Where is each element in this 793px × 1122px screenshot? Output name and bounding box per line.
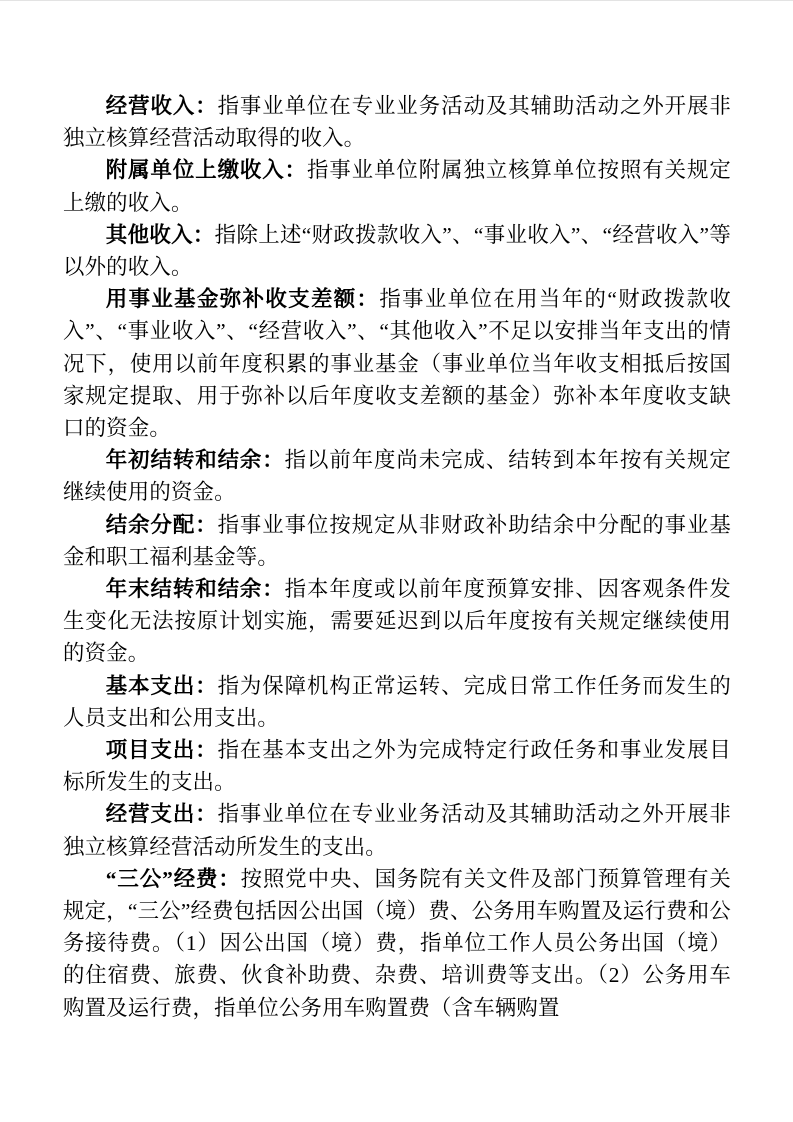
definition-text: 指除上述“财政拨款收入”、“事业收入”、“经营收入”等以外的收入。 <box>63 222 731 280</box>
term-label: 附属单位上缴收入： <box>105 158 307 183</box>
definition-paragraph <box>63 734 731 798</box>
definition-text: 指事业单位在专业业务活动及其辅助活动之外开展非独立核算经营活动所发生的支出。 <box>63 802 731 859</box>
definition-text: 指本年度或以前年度预算安排、因客观条件发生变化无法按原计划实施，需要延迟到以后年度按有关规定继续使用的资金。 <box>63 577 731 666</box>
term-label: 经营收入： <box>105 94 218 118</box>
definition-text: 指事业单位在用当年的“财政拨款收入”、“事业收入”、“经营收入”、“其他收入”不足以安排当年支出的情况下，使用以前年度积累的事业基金（事业单位当年收支相抵后按国家规定提取、用于弥补以后年度收支差额的基金）弥补本年度收支缺口的资金。 <box>63 287 731 441</box>
definition-text: 指为保障机构正常运转、完成日常工作任务而发生的人员支出和公用支出。 <box>63 673 731 730</box>
definition-text: 指事业单位附属独立核算单位按照有关规定上缴的收入。 <box>63 158 731 215</box>
definition-paragraph <box>63 444 731 508</box>
definition-paragraph <box>63 863 731 1024</box>
definition-paragraph <box>63 154 731 218</box>
definition-text: 指在基本支出之外为完成特定行政任务和事业发展目标所发生的支出。 <box>63 738 731 795</box>
definition-paragraph <box>63 798 731 862</box>
definition-text: 指事业事位按规定从非财政补助结余中分配的事业基金和职工福利基金等。 <box>63 512 731 569</box>
term-label: 结余分配： <box>105 512 218 537</box>
term-label: 基本支出： <box>105 673 218 698</box>
definition-paragraph <box>63 573 731 670</box>
definition-paragraph <box>63 219 731 283</box>
definition-text: 指事业单位在专业业务活动及其辅助活动之外开展非独立核算经营活动取得的收入。 <box>63 94 731 151</box>
term-label: 其他收入： <box>105 222 215 247</box>
term-label: “三公”经费： <box>105 866 241 891</box>
term-label: 经营支出： <box>105 802 218 827</box>
term-label: 项目支出： <box>105 738 218 763</box>
definition-text: 指以前年度尚未完成、结转到本年按有关规定继续使用的资金。 <box>63 448 731 505</box>
definition-text: 按照党中央、国务院有关文件及部门预算管理有关规定，“三公”经费包括因公出国（境）费、公务用车购置及运行费和公务接待费。（1）因公出国（境）费，指单位工作人员公务出国（境）的住宿费、旅费、伙食补助费、杂费、培训费等支出。（2）公务用车购置及运行费，指单位公务用车购置费（含车辆购置 <box>63 866 731 1020</box>
term-label: 用事业基金弥补收支差额： <box>105 287 380 312</box>
document-body <box>63 90 731 1024</box>
definition-paragraph <box>63 670 731 734</box>
definition-paragraph <box>63 90 731 154</box>
definition-paragraph <box>63 283 731 444</box>
definition-paragraph <box>63 509 731 573</box>
term-label: 年末结转和结余： <box>105 577 285 602</box>
term-label: 年初结转和结余： <box>105 448 285 473</box>
